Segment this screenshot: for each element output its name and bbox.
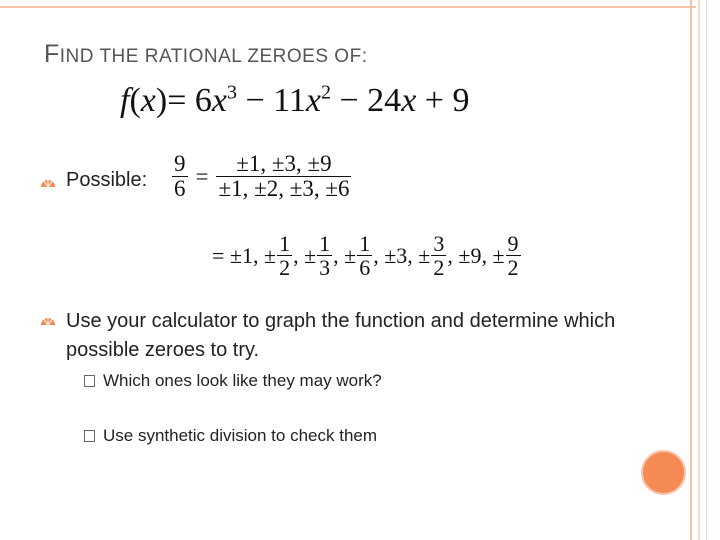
function-variable: x: [140, 82, 156, 119]
term-var: x: [211, 82, 227, 119]
frame-top-line: [0, 0, 696, 8]
orange-sun-bullet-icon: [40, 176, 56, 188]
fraction-numerator: 1: [279, 231, 291, 256]
list-separator: , ±3, ±: [373, 242, 431, 268]
list-fraction: [357, 232, 372, 279]
possible-label: Possible:: [66, 169, 148, 191]
list-separator: , ±9, ±: [447, 242, 505, 268]
title-colon: :: [361, 46, 368, 67]
title-initial: F: [44, 40, 60, 68]
frame-right-line: [706, 0, 707, 540]
title-word: IND THE: [59, 46, 145, 67]
fraction-denominator: 2: [433, 255, 445, 281]
term-var: x: [401, 82, 417, 119]
fraction-denominator: 2: [279, 255, 291, 281]
fraction-numerator: 3: [433, 231, 445, 256]
list-separator: , ±: [293, 242, 317, 268]
sub-bullet: [84, 371, 382, 391]
list-fraction: [317, 232, 332, 279]
term-var: x: [305, 82, 321, 119]
frame-right-line: [698, 0, 700, 540]
fraction-numerator: 1: [359, 231, 371, 256]
fraction-denominator: 3: [319, 255, 331, 281]
sub-bullet-text: Use synthetic division to check them: [103, 426, 378, 445]
fraction-denominator: 2: [507, 255, 519, 281]
list-fraction: [506, 232, 521, 279]
term-lead: = 6: [167, 82, 212, 119]
fraction-denominator: 6: [359, 255, 371, 281]
term: − 24: [331, 82, 402, 119]
list-fraction: [431, 232, 446, 279]
fraction-numerator: 1: [319, 231, 331, 256]
fraction-numerator: 9: [174, 151, 186, 176]
list-fraction: [277, 232, 292, 279]
title-word: RATIONAL: [144, 46, 248, 67]
exponent: 2: [321, 81, 331, 104]
function-equation: [120, 82, 469, 120]
decorative-orange-circle: [641, 450, 686, 495]
function-name: f: [120, 82, 130, 119]
fraction-numerator: 9: [507, 231, 519, 256]
paren-close: ): [155, 82, 168, 119]
equals-sign: =: [195, 163, 209, 189]
p-over-q-fraction: [172, 152, 188, 201]
term: − 11: [236, 82, 306, 119]
possible-ratio: [172, 152, 351, 201]
factors-fraction: [216, 152, 351, 201]
fraction-denominator: 6: [174, 176, 186, 202]
list-separator: , ±: [333, 242, 357, 268]
orange-sun-bullet-icon: [40, 314, 56, 326]
sub-bullet-text: Which ones look like they may work?: [103, 371, 382, 390]
list-lead: = ±1, ±: [212, 242, 277, 268]
frame-right-line: [690, 0, 692, 540]
fraction-denominator: ±1, ±2, ±3, ±6: [218, 176, 350, 202]
exponent: 3: [226, 81, 237, 104]
term: + 9: [416, 82, 470, 119]
possible-zeroes-list: [212, 232, 522, 279]
title-word: ZEROES OF: [247, 46, 362, 67]
sub-bullet: [84, 426, 377, 446]
slide-title: [44, 40, 367, 69]
checkbox-square-icon: [84, 430, 95, 442]
checkbox-square-icon: [84, 375, 95, 387]
bullet-text: Use your calculator to graph the function and determine which possible zeroes to try.: [66, 310, 616, 361]
fraction-numerator: ±1, ±3, ±9: [236, 151, 332, 176]
paren-open: (: [129, 82, 141, 119]
